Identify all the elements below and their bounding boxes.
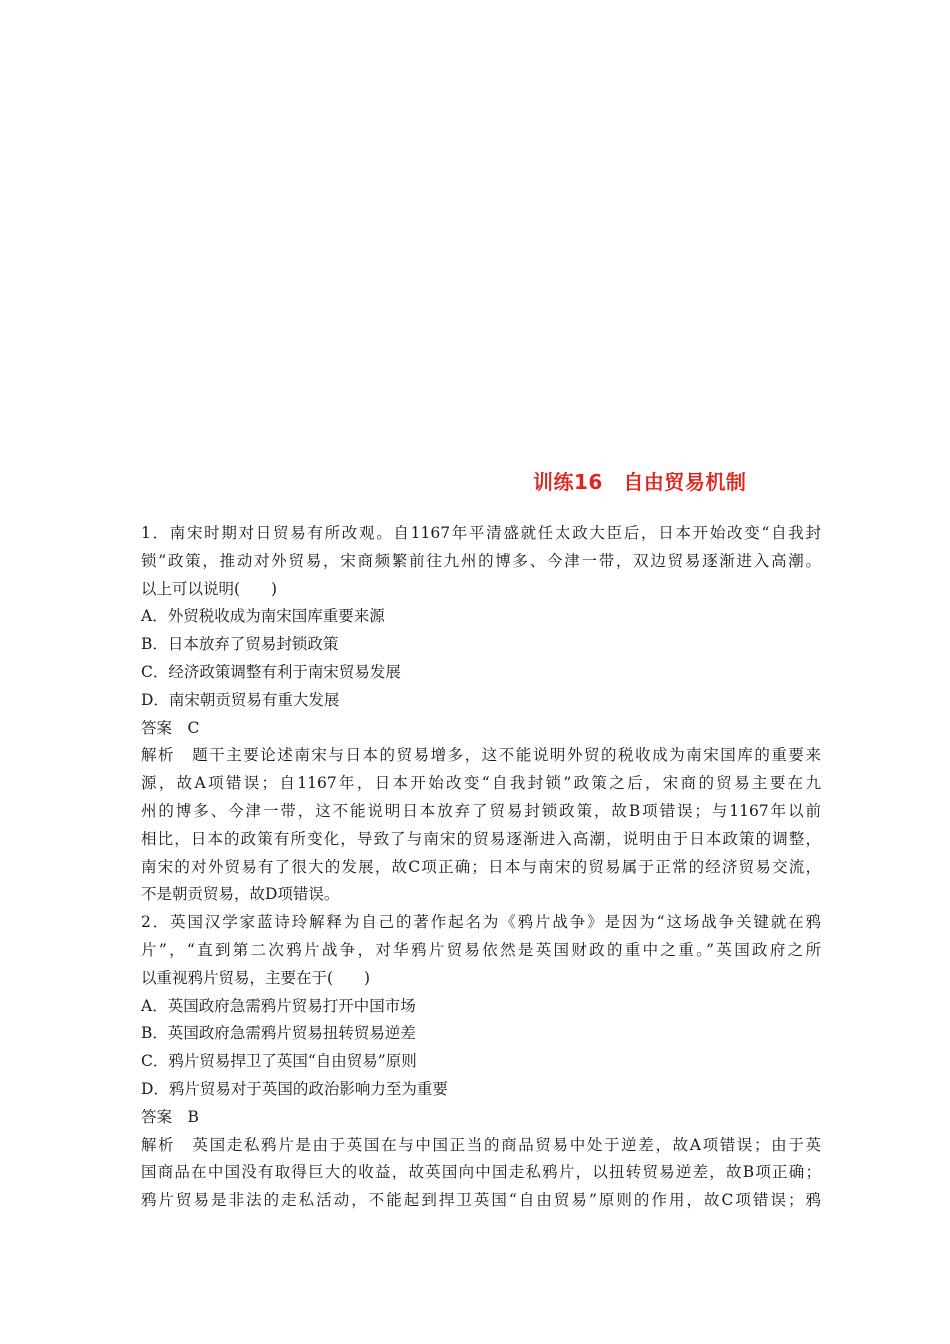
q1-option-d: D．南宋朝贡贸易有重大发展 — [141, 690, 340, 709]
q2-stem-line-2: 片”，“直到第二次鸦片战争，对华鸦片贸易依然是英国财政的重中之重。”英国政府之所 — [141, 940, 821, 959]
q2-stem-line-3: 以重视鸦片贸易，主要在于( ) — [141, 968, 371, 987]
q1-analysis-label: 解析 — [141, 746, 176, 765]
q2-answer — [141, 1104, 821, 1132]
q2-analysis-line-1 — [141, 1132, 821, 1160]
q1-stem-line-3: 以上可以说明( ) — [141, 579, 278, 598]
document-body — [141, 520, 821, 1215]
q1-stem-line-2: 锁”政策，推动对外贸易，宋商频繁前往九州的博多、今津一带，双边贸易逐渐进入高潮。 — [141, 551, 821, 570]
q2-option-c: C．鸦片贸易捍卫了英国“自由贸易”原则 — [141, 1052, 417, 1071]
q2-answer-value: B — [187, 1107, 199, 1126]
q1-analysis-line-6: 不是朝贡贸易，故D项错误。 — [141, 885, 340, 904]
q2-option-d: D．鸦片贸易对于英国的政治影响力至为重要 — [141, 1079, 448, 1098]
q1-analysis-line-3: 州的博多、今津一带，这不能说明日本放弃了贸易封锁政策，故B项错误；与1167年以前 — [141, 801, 821, 820]
q2-analysis-label: 解析 — [141, 1135, 176, 1154]
document-title: 训练16 自由贸易机制 — [533, 470, 747, 494]
q2-analysis-line-3: 鸦片贸易是非法的走私活动，不能起到捍卫英国“自由贸易”原则的作用，故C项错误；鸦 — [141, 1191, 821, 1210]
q1-answer — [141, 715, 821, 743]
q1-analysis-line-1 — [141, 742, 821, 770]
q1-analysis-line-2: 源，故A项错误；自1167年，日本开始改变“自我封锁”政策之后，宋商的贸易主要在九 — [141, 774, 821, 793]
q2-option-a: A．英国政府急需鸦片贸易打开中国市场 — [141, 996, 416, 1015]
q1-option-b: B．日本放弃了贸易封锁政策 — [141, 635, 339, 654]
q1-analysis-line-5: 南宋的对外贸易有了很大的发展，故C项正确；日本与南宋的贸易属于正常的经济贸易交流， — [141, 857, 821, 876]
q2-analysis-line-2: 国商品在中国没有取得巨大的收益，故英国向中国走私鸦片，以扭转贸易逆差，故B项正确； — [141, 1163, 821, 1182]
q2-answer-label: 答案 — [141, 1107, 173, 1126]
q1-option-c: C．经济政策调整有利于南宋贸易发展 — [141, 662, 401, 681]
q2-stem-line-1: 2．英国汉学家蓝诗玲解释为自己的著作起名为《鸦片战争》是因为“这场战争关键就在鸦 — [141, 913, 821, 932]
q1-stem-line-1: 1．南宋时期对日贸易有所改观。自1167年平清盛就任太政大臣后，日本开始改变“自我封 — [141, 524, 821, 542]
q1-answer-value: C — [187, 718, 200, 737]
q2-analysis-text-1: 英国走私鸦片是由于英国在与中国正当的商品贸易中处于逆差，故A项错误；由于英 — [192, 1135, 821, 1154]
q1-answer-label: 答案 — [141, 718, 173, 737]
q1-analysis-text-1: 题干主要论述南宋与日本的贸易增多，这不能说明外贸的税收成为南宋国库的重要来 — [192, 746, 821, 765]
q1-analysis-line-4: 相比，日本的政策有所变化，导致了与南宋的贸易逐渐进入高潮，说明由于日本政策的调整， — [141, 829, 821, 848]
q1-option-a: A．外贸税收成为南宋国库重要来源 — [141, 607, 385, 626]
q2-option-b: B．英国政府急需鸦片贸易扭转贸易逆差 — [141, 1024, 416, 1043]
